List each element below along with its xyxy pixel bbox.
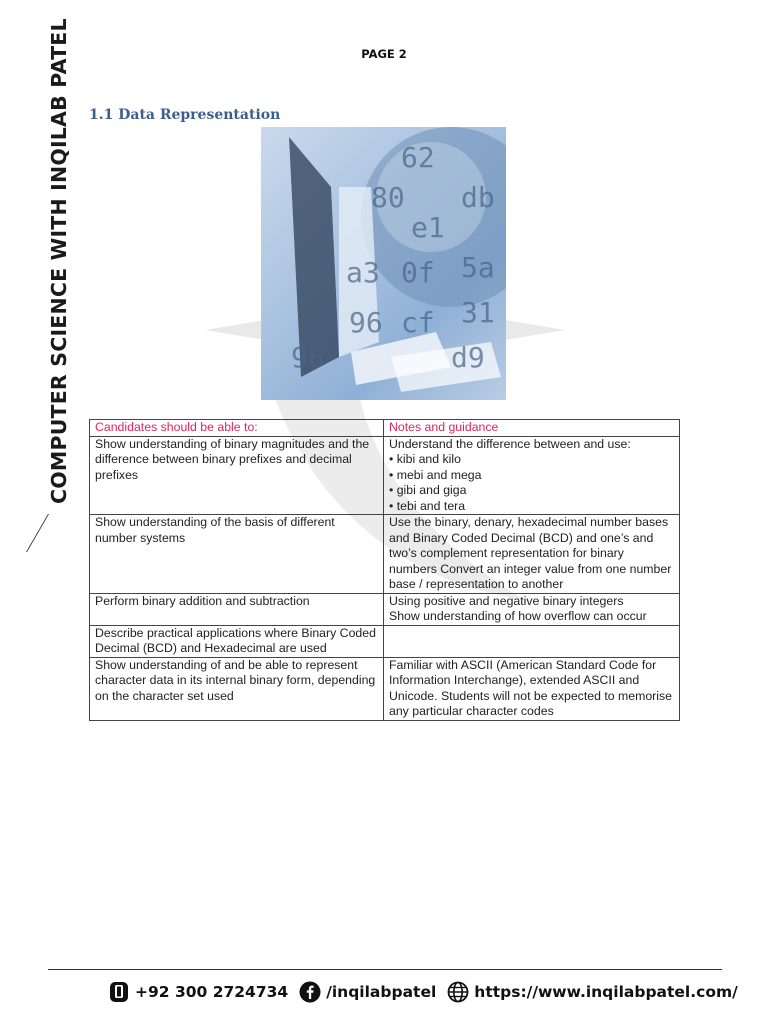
header-candidates: Candidates should be able to: xyxy=(90,420,384,437)
row-right-cell xyxy=(384,657,680,720)
svg-text:d9: d9 xyxy=(451,341,485,374)
row-right-cell xyxy=(384,436,680,515)
note-line: • gibi and giga xyxy=(389,483,467,497)
facebook-handle[interactable]: /inqilabpatel xyxy=(326,983,437,1001)
row-right-cell xyxy=(384,515,680,594)
table-row xyxy=(90,625,680,657)
phone-number: +92 300 2724734 xyxy=(135,983,289,1001)
footer-contact xyxy=(108,979,749,1005)
side-banner-line xyxy=(26,514,49,552)
footer-website[interactable] xyxy=(447,981,738,1003)
header-notes: Notes and guidance xyxy=(384,420,680,437)
note-line: • kibi and kilo xyxy=(389,452,461,466)
svg-text:96: 96 xyxy=(349,306,383,339)
svg-text:e1: e1 xyxy=(411,211,445,244)
hero-image xyxy=(261,127,506,400)
note-line: Use the binary, denary, hexadecimal number bases and Binary Coded Decimal (BCD) and one’s and two’s complement representation for binary numbers Convert an integer value from one number base / representation to another xyxy=(389,515,672,591)
row-left-cell: Perform binary addition and subtraction xyxy=(90,593,384,625)
svg-text:5a: 5a xyxy=(461,251,495,284)
row-right-cell xyxy=(384,625,680,657)
section-title: 1.1 Data Representation xyxy=(89,107,281,123)
phone-icon xyxy=(108,981,130,1003)
footer-facebook[interactable] xyxy=(299,981,436,1003)
note-line: Show understanding of how overflow can occur xyxy=(389,609,647,623)
note-line: • tebi and tera xyxy=(389,498,466,513)
side-banner xyxy=(44,18,74,538)
footer-divider xyxy=(48,969,722,970)
svg-text:cf: cf xyxy=(401,306,435,339)
facebook-icon xyxy=(299,981,321,1003)
svg-text:db: db xyxy=(461,181,495,214)
computer-globe-illustration xyxy=(261,127,506,400)
website-url[interactable]: https://www.inqilabpatel.com/ xyxy=(474,983,738,1001)
row-left-cell: Show understanding of and be able to represent character data in its internal binary form, depending on the character set used xyxy=(90,657,384,720)
table-row xyxy=(90,436,680,515)
page-number: PAGE 2 xyxy=(361,47,407,61)
note-line: Familiar with ASCII (American Standard Code for Information Interchange), extended ASCII and Unicode. Students will not be expected to memorise any particular character codes xyxy=(389,657,672,718)
footer-phone xyxy=(108,981,288,1003)
svg-text:80: 80 xyxy=(371,181,405,214)
svg-text:0f: 0f xyxy=(401,256,435,289)
note-line: • mebi and mega xyxy=(389,467,482,482)
svg-text:31: 31 xyxy=(461,296,495,329)
table-header-row xyxy=(90,420,680,437)
note-line: Understand the difference between and use: xyxy=(389,436,631,451)
row-left-cell: Show understanding of the basis of different number systems xyxy=(90,515,384,594)
side-banner-text: COMPUTER SCIENCE WITH INQILAB PATEL xyxy=(47,18,71,504)
row-left-cell: Show understanding of binary magnitudes and the difference between binary prefixes and decimal prefixes xyxy=(90,436,384,515)
table-row xyxy=(90,515,680,594)
svg-text:96: 96 xyxy=(291,341,325,374)
table-row xyxy=(90,657,680,720)
row-left-cell: Describe practical applications where Binary Coded Decimal (BCD) and Hexadecimal are used xyxy=(90,625,384,657)
svg-text:62: 62 xyxy=(401,141,435,174)
note-line: Using positive and negative binary integers xyxy=(389,593,624,608)
row-right-cell xyxy=(384,593,680,625)
globe-icon xyxy=(447,981,469,1003)
requirements-table xyxy=(89,419,680,721)
table-row xyxy=(90,593,680,625)
svg-text:a3: a3 xyxy=(346,256,380,289)
